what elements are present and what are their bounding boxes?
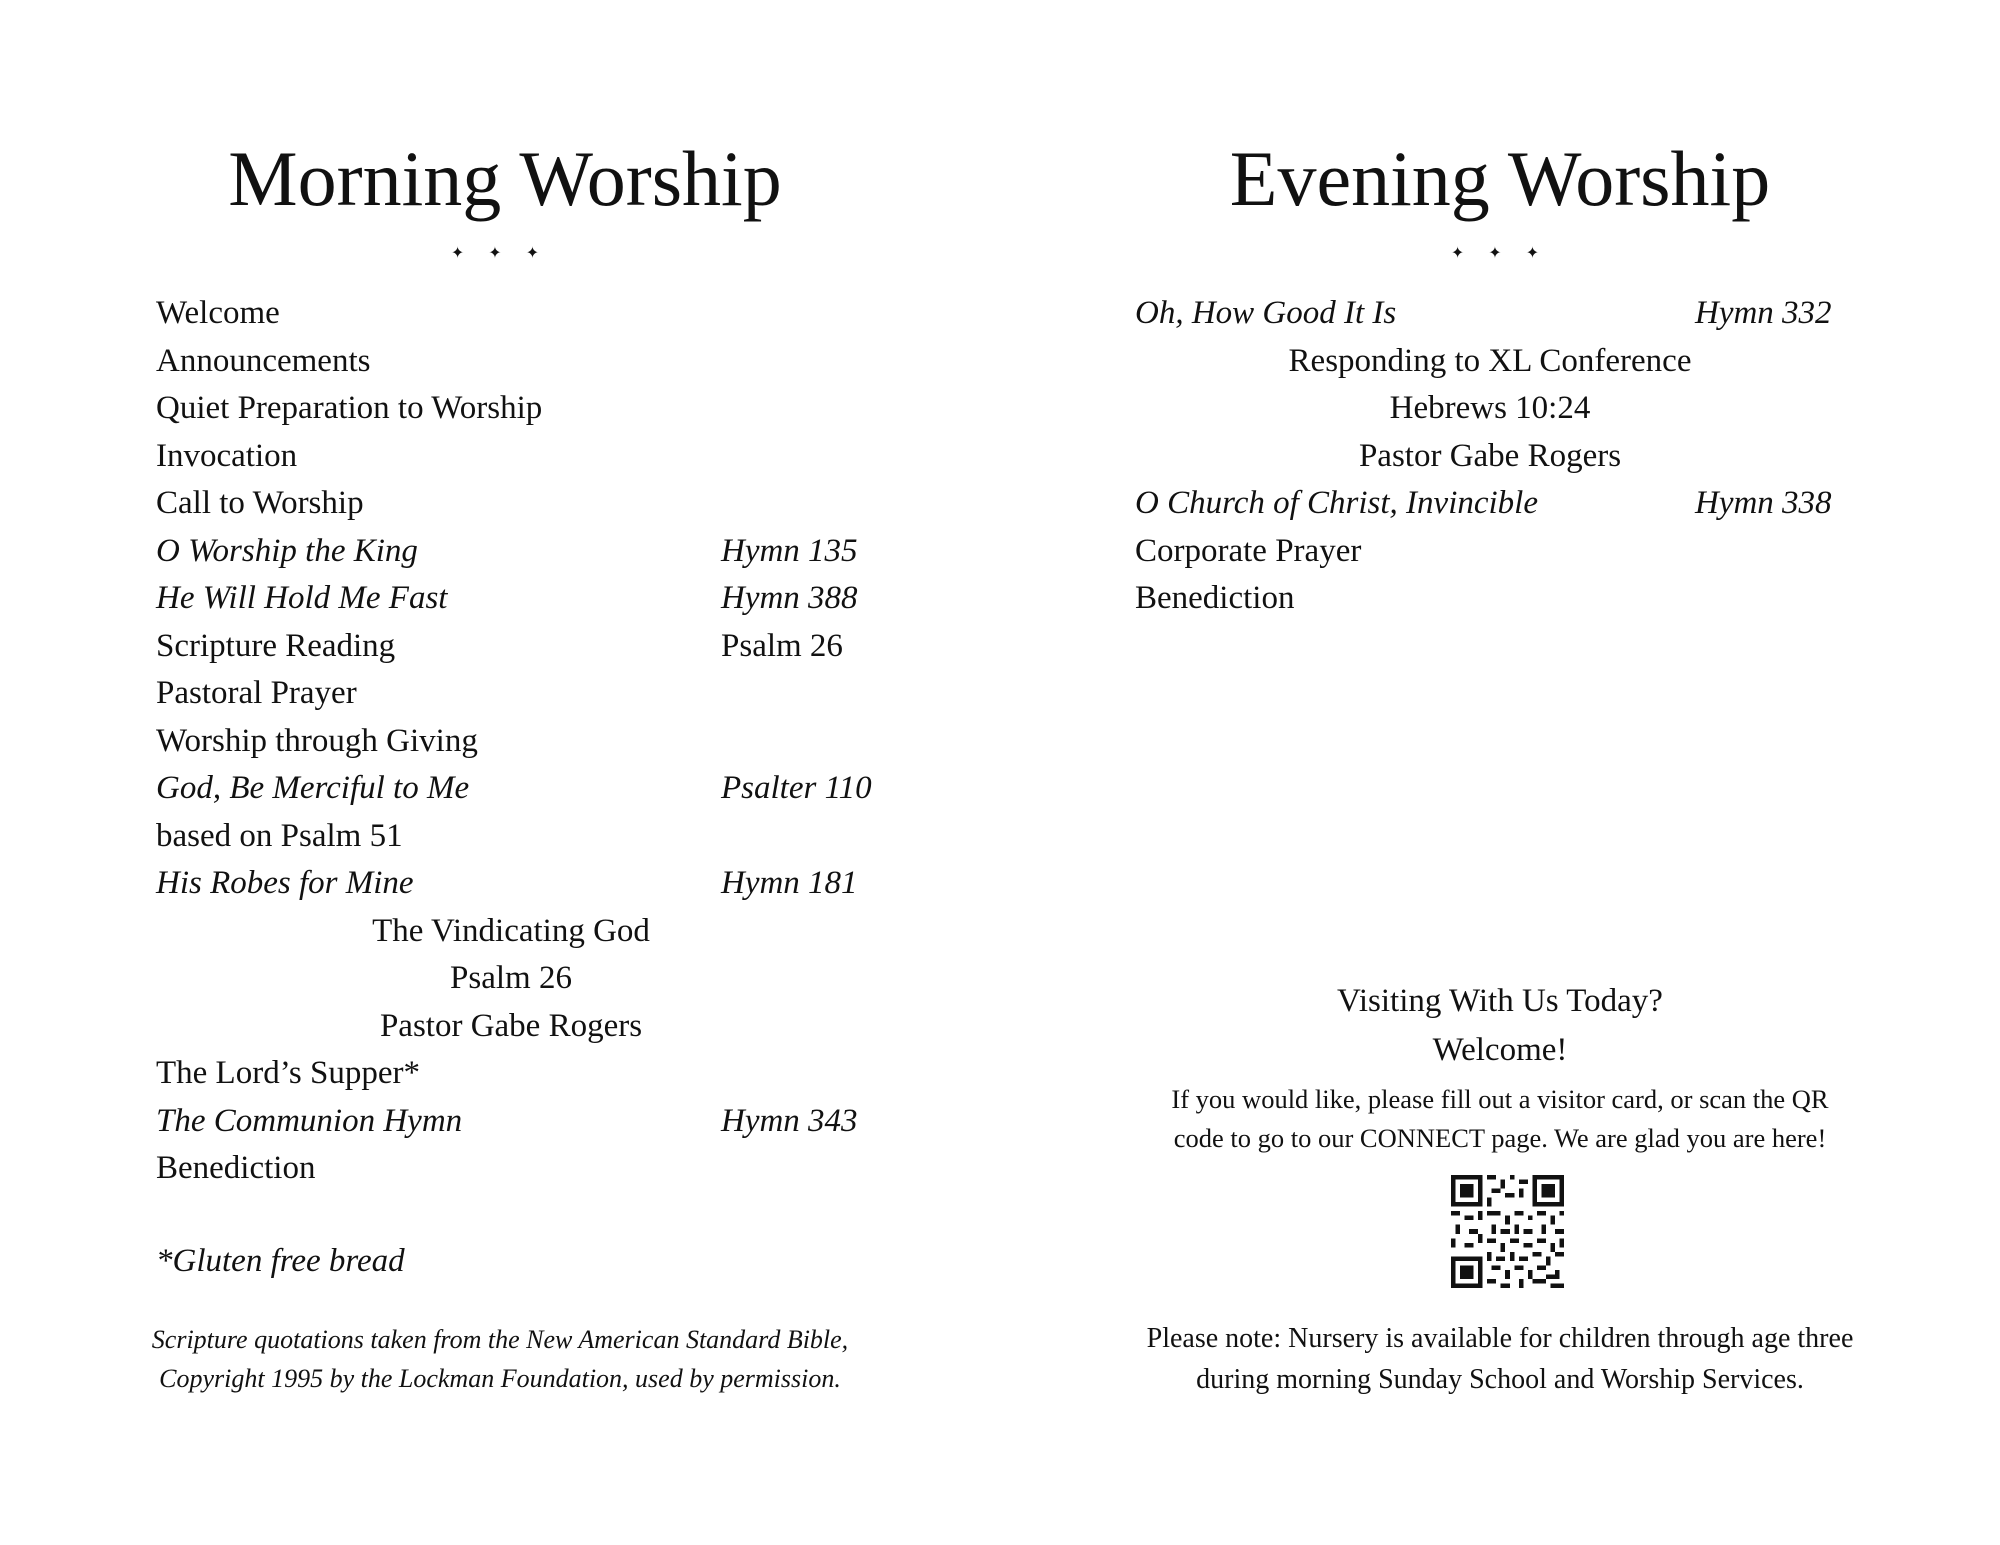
sermon-passage [156, 955, 866, 1003]
sermon-passage-text: Hebrews 10:24 [1389, 390, 1591, 426]
copyright-notice [100, 1320, 900, 1398]
list-item [1135, 480, 1845, 528]
list-item [1135, 290, 1845, 338]
sermon-title [156, 908, 866, 956]
item-label: Welcome [156, 295, 280, 331]
sermon-passage [1135, 385, 1845, 433]
item-label: Quiet Preparation to Worship [156, 390, 543, 426]
list-item [156, 765, 872, 813]
sermon-preacher [1135, 433, 1845, 481]
hymn-number: Hymn 181 [721, 865, 858, 901]
visitor-welcome: Welcome! [1432, 1032, 1568, 1068]
hymn-title: Oh, How Good It Is [1135, 295, 1397, 331]
item-label: The Lord’s Supper* [156, 1055, 420, 1091]
list-item [156, 575, 866, 623]
page-title: Evening Worship [1229, 135, 1771, 222]
nursery-note [1140, 1318, 1860, 1400]
ornament-stars-icon: ✦ ✦ ✦ [450, 245, 550, 262]
list-item [156, 1098, 866, 1146]
hymn-number: Hymn 388 [721, 580, 858, 616]
hymn-number: Hymn 338 [1695, 485, 1832, 521]
list-item [156, 1050, 866, 1098]
hymn-title: He Will Hold Me Fast [156, 580, 448, 616]
psalter-number: Psalter 110 [721, 770, 872, 806]
item-label: based on Psalm 51 [156, 817, 403, 854]
copyright-line: Copyright 1995 by the Lockman Foundation, used by permission. [159, 1364, 841, 1393]
order-of-worship [1135, 290, 1845, 623]
nursery-line: Please note: Nursery is available for children through age three [1146, 1323, 1854, 1354]
list-item [156, 813, 866, 861]
copyright-line: Scripture quotations taken from the New American Standard Bible, [151, 1325, 849, 1354]
ornament-stars-icon: ✦ ✦ ✦ [1450, 245, 1550, 262]
item-label: Pastoral Prayer [156, 675, 357, 711]
sermon-passage-text: Psalm 26 [450, 960, 572, 996]
scripture-ref: Psalm 26 [721, 627, 843, 664]
page-title: Morning Worship [228, 135, 782, 222]
sermon-title [1135, 338, 1845, 386]
list-item [156, 385, 866, 433]
sermon-preacher [156, 1003, 866, 1051]
list-item [156, 480, 866, 528]
list-item [156, 433, 866, 481]
qr-code-icon[interactable] [1451, 1175, 1564, 1288]
list-item [156, 290, 866, 338]
list-item [1135, 528, 1845, 576]
list-item [156, 1145, 866, 1193]
sermon-title-text: Responding to XL Conference [1288, 342, 1692, 379]
list-item [1135, 575, 1845, 623]
item-label: Invocation [156, 437, 298, 474]
item-label: Benediction [1135, 580, 1295, 616]
nursery-line: during morning Sunday School and Worship Services. [1196, 1364, 1804, 1395]
visitor-line: If you would like, please fill out a visitor card, or scan the QR [1171, 1084, 1829, 1114]
visitor-instructions [1140, 1080, 1860, 1158]
item-label: Worship through Giving [156, 722, 478, 759]
item-label: Announcements [156, 342, 371, 379]
list-item [156, 623, 866, 671]
hymn-title: His Robes for Mine [156, 865, 414, 901]
hymn-title: O Worship the King [156, 532, 418, 569]
item-label: Corporate Prayer [1135, 532, 1362, 569]
hymn-number: Hymn 332 [1695, 295, 1832, 331]
hymn-number: Hymn 135 [721, 532, 858, 569]
footnote: *Gluten free bread [156, 1243, 405, 1279]
hymn-title: O Church of Christ, Invincible [1135, 485, 1538, 521]
item-label: Call to Worship [156, 485, 364, 521]
sermon-preacher-text: Pastor Gabe Rogers [379, 1007, 643, 1044]
hymn-title: God, Be Merciful to Me [156, 770, 470, 806]
item-label: Benediction [156, 1150, 316, 1186]
visitor-line: code to go to our CONNECT page. We are glad you are here! [1173, 1123, 1827, 1153]
list-item [156, 718, 866, 766]
hymn-number: Hymn 343 [721, 1102, 858, 1139]
list-item [156, 670, 866, 718]
sermon-preacher-text: Pastor Gabe Rogers [1358, 437, 1622, 474]
item-label: Scripture Reading [156, 627, 396, 664]
order-of-worship [156, 290, 872, 1193]
hymn-title: The Communion Hymn [156, 1102, 463, 1139]
evening-worship-page [1000, 0, 2000, 1545]
visitor-heading: Visiting With Us Today? [1337, 983, 1663, 1019]
sermon-title-text: The Vindicating God [372, 912, 650, 949]
list-item [156, 860, 866, 908]
list-item [156, 528, 866, 576]
list-item [156, 338, 866, 386]
